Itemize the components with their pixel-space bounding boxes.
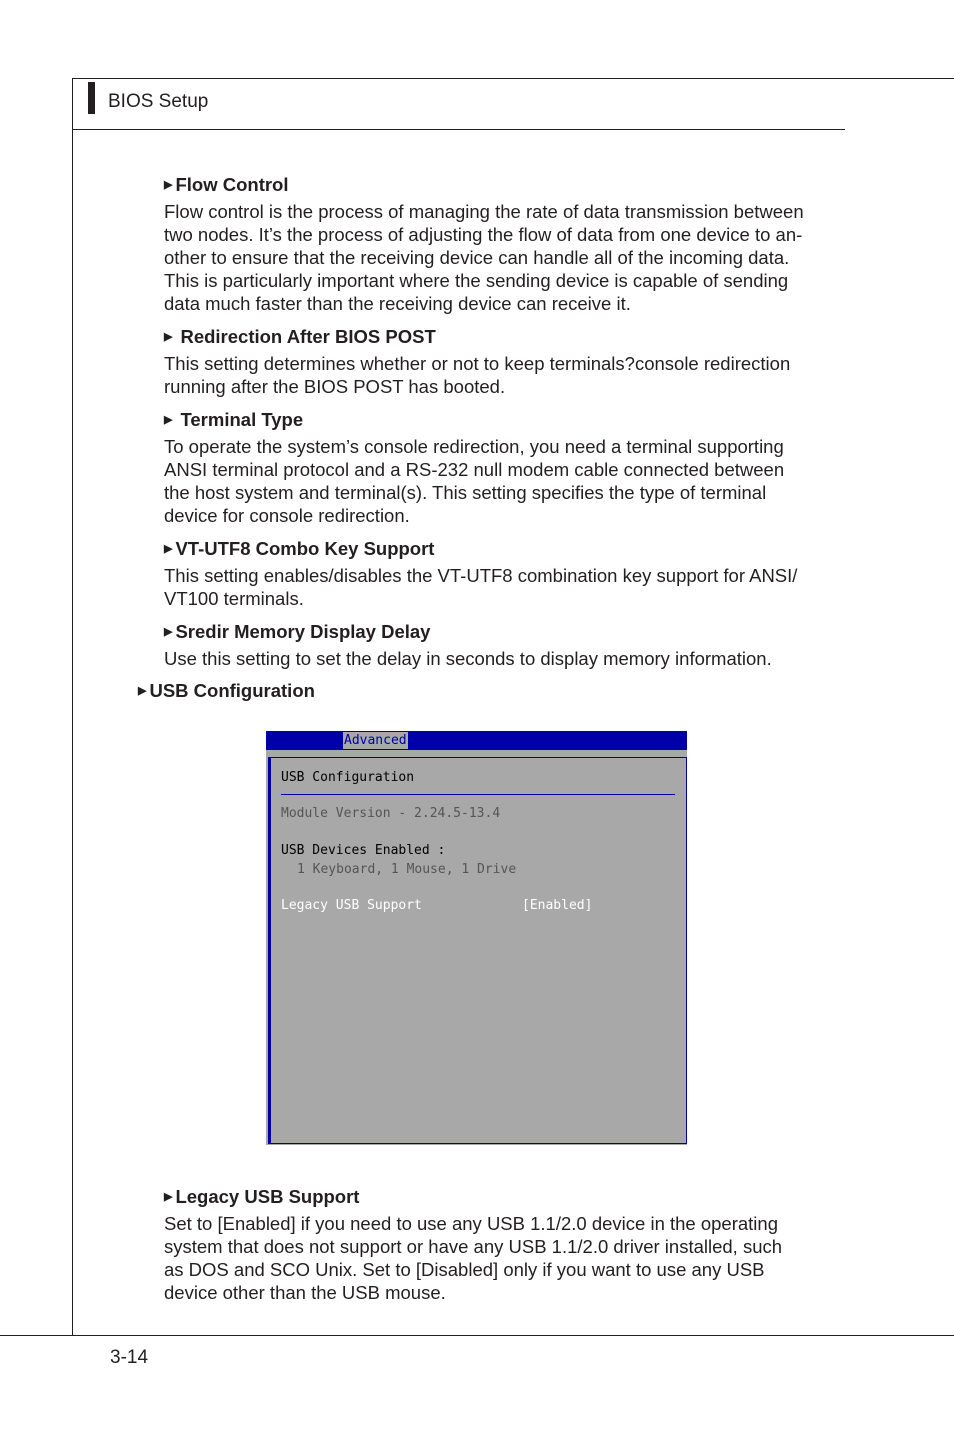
section-body xyxy=(164,647,817,670)
bios-module-version: Module Version - 2.24.5-13.4 xyxy=(281,806,501,821)
bios-legacy-usb-label[interactable]: Legacy USB Support xyxy=(281,898,422,913)
body-line: running after the BIOS POST has booted. xyxy=(164,376,506,397)
body-line: This is particularly important where the sending device is capable of sending xyxy=(164,270,789,291)
section-title: ▶ Legacy USB Support xyxy=(164,1186,360,1207)
bios-tab-advanced[interactable]: Advanced xyxy=(344,733,407,748)
section-flow-control xyxy=(164,173,817,315)
triangle-bullet-icon: ▶ xyxy=(164,626,173,638)
triangle-bullet-icon: ▶ xyxy=(164,543,173,555)
section-body xyxy=(164,564,817,610)
section-body xyxy=(164,352,817,398)
body-line: system that does not support or have any USB 1.1/2.0 driver installed, such xyxy=(164,1236,783,1257)
section-title: ▶ Flow Control xyxy=(164,174,289,195)
header-bar-marker xyxy=(88,82,95,114)
body-line: This setting enables/disables the VT-UTF8 combination key support for ANSI/ xyxy=(164,565,798,586)
section-body xyxy=(164,1212,817,1304)
triangle-bullet-icon: ▶ xyxy=(164,1191,173,1203)
body-line: device for console redirection. xyxy=(164,505,410,526)
triangle-bullet-icon: ▶ xyxy=(164,179,173,191)
bios-title-rule xyxy=(281,794,675,795)
bios-screenshot xyxy=(266,731,687,1145)
triangle-bullet-icon: ▶ xyxy=(164,414,173,426)
section-sredir-memory-delay xyxy=(164,620,817,670)
section-title: ▶ VT-UTF8 Combo Key Support xyxy=(164,538,435,559)
body-line: This setting determines whether or not to keep terminals?console redirection xyxy=(164,353,791,374)
section-redirection-after-post xyxy=(164,325,817,398)
triangle-bullet-icon: ▶ xyxy=(164,331,173,343)
body-line: other to ensure that the receiving device can handle all of the incoming data. xyxy=(164,247,790,268)
body-line: Use this setting to set the delay in seconds to display memory information. xyxy=(164,648,772,669)
bios-legacy-usb-value[interactable]: [Enabled] xyxy=(522,898,593,913)
section-vt-utf8-combo-key xyxy=(164,537,817,610)
section-body xyxy=(164,435,817,527)
body-line: VT100 terminals. xyxy=(164,588,304,609)
page-left-rule xyxy=(72,78,73,1336)
section-title: ▶ Redirection After BIOS POST xyxy=(164,326,436,347)
section-legacy-usb-support xyxy=(164,1185,817,1304)
usb-configuration-heading: ▶ USB Configuration xyxy=(138,680,315,701)
body-line: data much faster than the receiving device can receive it. xyxy=(164,293,631,314)
body-line: Set to [Enabled] if you need to use any USB 1.1/2.0 device in the operating xyxy=(164,1213,778,1234)
page-number: 3-14 xyxy=(110,1347,149,1368)
body-line: To operate the system’s console redirection, you need a terminal supporting xyxy=(164,436,784,457)
bios-devices-label: USB Devices Enabled : xyxy=(281,843,446,858)
section-body xyxy=(164,200,817,315)
bios-menu-bar xyxy=(266,731,687,750)
section-title: ▶ Terminal Type xyxy=(164,409,304,430)
body-line: two nodes. It’s the process of adjusting the flow of data from one device to an- xyxy=(164,224,803,245)
header-title: BIOS Setup xyxy=(108,91,209,112)
bios-devices-value: 1 Keyboard, 1 Mouse, 1 Drive xyxy=(297,862,517,877)
triangle-bullet-icon: ▶ xyxy=(138,685,147,697)
body-line: as DOS and SCO Unix. Set to [Disabled] only if you want to use any USB xyxy=(164,1259,765,1280)
body-line: ANSI terminal protocol and a RS-232 null modem cable connected between xyxy=(164,459,785,480)
body-line: Flow control is the process of managing the rate of data transmission between xyxy=(164,201,804,222)
body-line: the host system and terminal(s). This setting specifies the type of terminal xyxy=(164,482,767,503)
body-line: device other than the USB mouse. xyxy=(164,1282,446,1303)
page-top-rule xyxy=(72,78,954,79)
section-title: ▶ Sredir Memory Display Delay xyxy=(164,621,431,642)
bios-screen-title: USB Configuration xyxy=(281,770,415,785)
section-terminal-type xyxy=(164,408,817,527)
header-rule xyxy=(72,129,845,130)
footer-rule xyxy=(0,1335,954,1336)
